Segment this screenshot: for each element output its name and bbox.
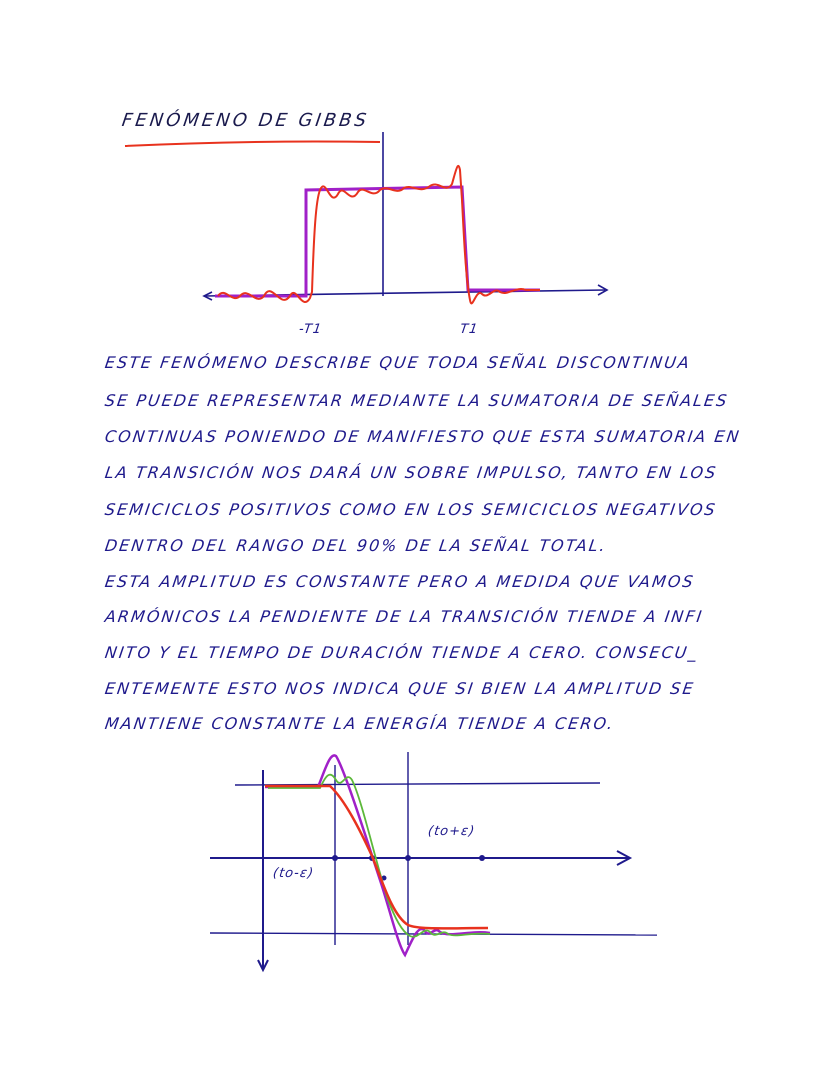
fig1-label-t1: T1 (458, 322, 480, 337)
fig2-label-t0-minus: (to-ε) (271, 866, 315, 881)
fig2-dot-1 (332, 855, 338, 861)
paragraph-line-9: NITO Y EL TIEMPO DE DURACIÓN TIENDE A CERO. CONSECU_ (103, 643, 700, 662)
paragraph-line-8: ARMÓNICOS LA PENDIENTE DE LA TRANSICIÓN TIENDE A INFI (103, 607, 705, 626)
fig2-green-wave (268, 775, 490, 937)
fig2-dot-3 (405, 855, 411, 861)
paragraph-line-6: DENTRO DEL RANGO DEL 90% DE LA SEÑAL TOTAL. (103, 536, 609, 555)
paragraph-line-11: MANTIENE CONSTANTE LA ENERGÍA TIENDE A CERO. (103, 714, 616, 733)
fig2-grid-top (235, 783, 600, 785)
fig2-label-t0-plus: (to+ε) (426, 824, 477, 839)
paragraph-line-1: ESTE FENÓMENO DESCRIBE QUE TODA SEÑAL DISCONTINUA (103, 353, 693, 372)
fig2-dot-4 (479, 855, 485, 861)
paragraph-line-3: CONTINUAS PONIENDO DE MANIFIESTO QUE ESTA SUMATORIA EN (103, 427, 742, 446)
paragraph-line-10: ENTEMENTE ESTO NOS INDICA QUE SI BIEN LA AMPLITUD SE (103, 679, 697, 698)
paragraph-line-7: ESTA AMPLITUD ES CONSTANTE PERO A MEDIDA QUE VAMOS (103, 572, 697, 591)
paragraph-line-2: SE PUEDE REPRESENTAR MEDIANTE LA SUMATORIA DE SEÑALES (103, 391, 730, 410)
fig1-label-minus-t1: -T1 (297, 322, 324, 337)
paragraph-line-5: SEMICICLOS POSITIVOS COMO EN LOS SEMICICLOS NEGATIVOS (103, 500, 719, 519)
paragraph-line-4: LA TRANSICIÓN NOS DARÁ UN SOBRE IMPULSO, TANTO EN LOS (103, 463, 719, 482)
page-title: FENÓMENO DE GIBBS (120, 110, 371, 131)
